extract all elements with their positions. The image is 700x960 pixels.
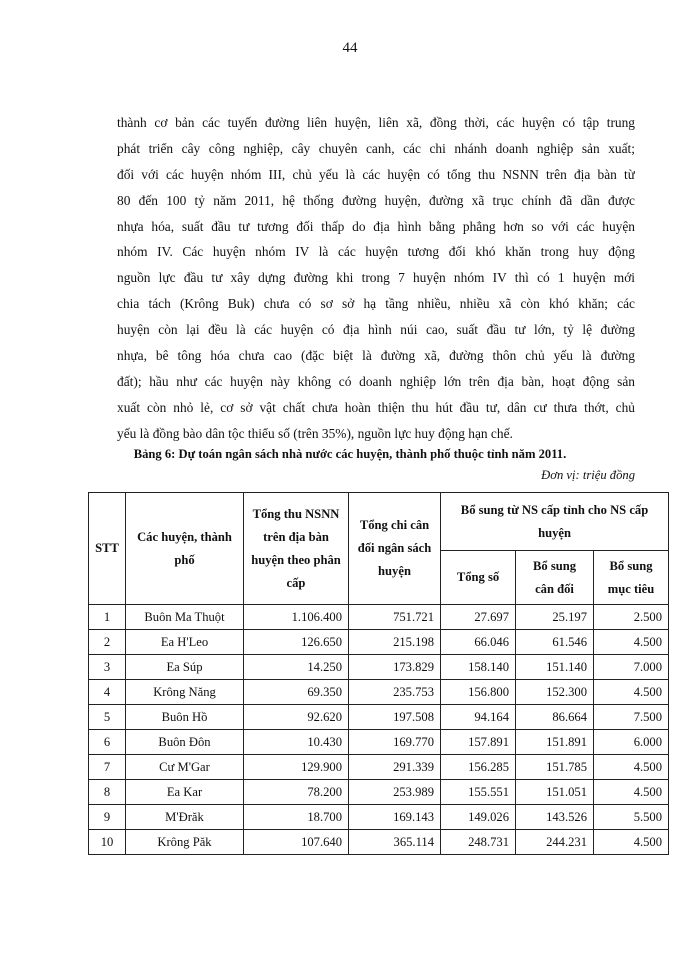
cell-revenue: 107.640 <box>244 830 349 855</box>
cell-stt: 3 <box>89 655 126 680</box>
cell-name: Buôn Đôn <box>126 730 244 755</box>
cell-expenditure: 197.508 <box>349 705 441 730</box>
page-number: 44 <box>342 40 358 56</box>
table-row <box>89 680 669 705</box>
cell-target: 7.000 <box>594 655 669 680</box>
cell-total: 94.164 <box>441 705 516 730</box>
cell-name: Ea H'Leo <box>126 630 244 655</box>
table-row <box>89 805 669 830</box>
paragraph-line: đối với các huyện nhóm III, chủ yếu là các huyện có tổng thu NSNN trên địa bàn từ <box>117 166 635 182</box>
header-district: Các huyện, thành phố <box>126 493 244 605</box>
cell-total: 27.697 <box>441 605 516 630</box>
cell-balance: 151.785 <box>516 755 594 780</box>
cell-target: 4.500 <box>594 830 669 855</box>
cell-revenue: 69.350 <box>244 680 349 705</box>
cell-balance: 151.140 <box>516 655 594 680</box>
cell-stt: 1 <box>89 605 126 630</box>
cell-target: 4.500 <box>594 780 669 805</box>
cell-stt: 5 <box>89 705 126 730</box>
paragraph-line: 80 đến 100 tỷ năm 2011, hệ thống đường huyện, đường xã trục chính đã dần được <box>117 192 635 208</box>
cell-stt: 2 <box>89 630 126 655</box>
cell-stt: 6 <box>89 730 126 755</box>
cell-name: Cư M'Gar <box>126 755 244 780</box>
paragraph-line: thành cơ bản các tuyến đường liên huyện, liên xã, đồng thời, các huyện có tập trung <box>117 115 635 130</box>
cell-balance: 151.051 <box>516 780 594 805</box>
cell-expenditure: 291.339 <box>349 755 441 780</box>
body-paragraph <box>117 110 635 447</box>
paragraph-line: phát triển cây công nghiệp, cây chuyên canh, các chi nhánh doanh nghiệp sản xuất; <box>117 140 635 156</box>
paragraph-line: xuất còn nhỏ lẻ, cơ sở vật chất chưa hoàn thiện thu hút đầu tư, dân cư thưa thớt, chủ <box>117 399 635 415</box>
cell-target: 7.500 <box>594 705 669 730</box>
cell-total: 156.285 <box>441 755 516 780</box>
cell-balance: 244.231 <box>516 830 594 855</box>
cell-expenditure: 169.143 <box>349 805 441 830</box>
paragraph-line: chia tách (Krông Buk) chưa có sơ sở hạ tầng nhiều, nhiều xã còn khó khăn; các <box>117 296 635 312</box>
table-row <box>89 605 669 630</box>
table-row <box>89 830 669 855</box>
paragraph-line: yếu là đồng bào dân tộc thiểu số (trên 35%), nguồn lực huy động hạn chế. <box>117 425 513 441</box>
table-row <box>89 730 669 755</box>
cell-expenditure: 173.829 <box>349 655 441 680</box>
cell-target: 4.500 <box>594 630 669 655</box>
cell-name: M'Đrăk <box>126 805 244 830</box>
paragraph-line: huyện còn lại đều là các huyện có địa hình núi cao, suất đầu tư lớn, tỷ lệ đường <box>117 322 635 338</box>
cell-balance: 61.546 <box>516 630 594 655</box>
cell-total: 66.046 <box>441 630 516 655</box>
cell-target: 6.000 <box>594 730 669 755</box>
table-row <box>89 630 669 655</box>
cell-expenditure: 169.770 <box>349 730 441 755</box>
cell-expenditure: 365.114 <box>349 830 441 855</box>
cell-stt: 9 <box>89 805 126 830</box>
cell-revenue: 14.250 <box>244 655 349 680</box>
cell-revenue: 1.106.400 <box>244 605 349 630</box>
paragraph-line: đất); hầu như các huyện này không có doanh nghiệp lớn trên địa bàn, hoạt động sản <box>117 373 635 389</box>
cell-expenditure: 253.989 <box>349 780 441 805</box>
cell-total: 158.140 <box>441 655 516 680</box>
paragraph-line: nguồn lực đầu tư xây dựng đường khi trong 7 huyện nhóm IV thì có 1 huyện mới <box>117 270 635 286</box>
cell-total: 248.731 <box>441 830 516 855</box>
cell-stt: 4 <box>89 680 126 705</box>
cell-target: 4.500 <box>594 680 669 705</box>
table-caption: Bảng 6: Dự toán ngân sách nhà nước các huyện, thành phố thuộc tỉnh năm 2011. <box>133 447 567 461</box>
paragraph-line: nhựa, bê tông hóa chưa cao (đặc biệt là đường xã, đường thôn chủ yếu là đường <box>117 348 635 364</box>
cell-revenue: 10.430 <box>244 730 349 755</box>
table-row <box>89 780 669 805</box>
cell-revenue: 129.900 <box>244 755 349 780</box>
cell-revenue: 126.650 <box>244 630 349 655</box>
cell-stt: 8 <box>89 780 126 805</box>
cell-balance: 151.891 <box>516 730 594 755</box>
cell-total: 149.026 <box>441 805 516 830</box>
cell-expenditure: 751.721 <box>349 605 441 630</box>
cell-balance: 143.526 <box>516 805 594 830</box>
cell-target: 2.500 <box>594 605 669 630</box>
cell-name: Krông Păk <box>126 830 244 855</box>
cell-name: Ea Súp <box>126 655 244 680</box>
cell-target: 4.500 <box>594 755 669 780</box>
table-row <box>89 655 669 680</box>
header-supplement-group: Bổ sung từ NS cấp tỉnh cho NS cấp huyện <box>441 493 669 551</box>
cell-total: 156.800 <box>441 680 516 705</box>
cell-balance: 86.664 <box>516 705 594 730</box>
cell-balance: 25.197 <box>516 605 594 630</box>
header-balance: Bổ sung cân đối <box>516 551 594 605</box>
paragraph-line: nhựa hóa, suất đầu tư tương đối thấp do địa hình bằng phẳng hơn so với các huyện <box>117 218 635 234</box>
cell-revenue: 78.200 <box>244 780 349 805</box>
cell-expenditure: 215.198 <box>349 630 441 655</box>
unit-note: Đơn vị: triệu đồng <box>541 468 635 482</box>
header-target: Bổ sung mục tiêu <box>594 551 669 605</box>
cell-expenditure: 235.753 <box>349 680 441 705</box>
cell-name: Buôn Ma Thuột <box>126 605 244 630</box>
header-total: Tổng số <box>441 551 516 605</box>
table-row <box>89 755 669 780</box>
budget-table <box>88 492 669 855</box>
header-revenue: Tổng thu NSNN trên địa bàn huyện theo phân cấp <box>244 493 349 605</box>
cell-revenue: 18.700 <box>244 805 349 830</box>
cell-total: 155.551 <box>441 780 516 805</box>
cell-revenue: 92.620 <box>244 705 349 730</box>
cell-stt: 7 <box>89 755 126 780</box>
cell-name: Krông Năng <box>126 680 244 705</box>
cell-total: 157.891 <box>441 730 516 755</box>
table-body <box>89 605 669 855</box>
cell-name: Buôn Hồ <box>126 705 244 730</box>
paragraph-line: nhóm IV. Các huyện nhóm IV là các huyện tương đối khó khăn trong huy động <box>117 244 635 260</box>
cell-name: Ea Kar <box>126 780 244 805</box>
table-row <box>89 705 669 730</box>
cell-stt: 10 <box>89 830 126 855</box>
header-stt: STT <box>89 493 126 605</box>
header-expenditure: Tổng chi cân đối ngân sách huyện <box>349 493 441 605</box>
cell-balance: 152.300 <box>516 680 594 705</box>
cell-target: 5.500 <box>594 805 669 830</box>
